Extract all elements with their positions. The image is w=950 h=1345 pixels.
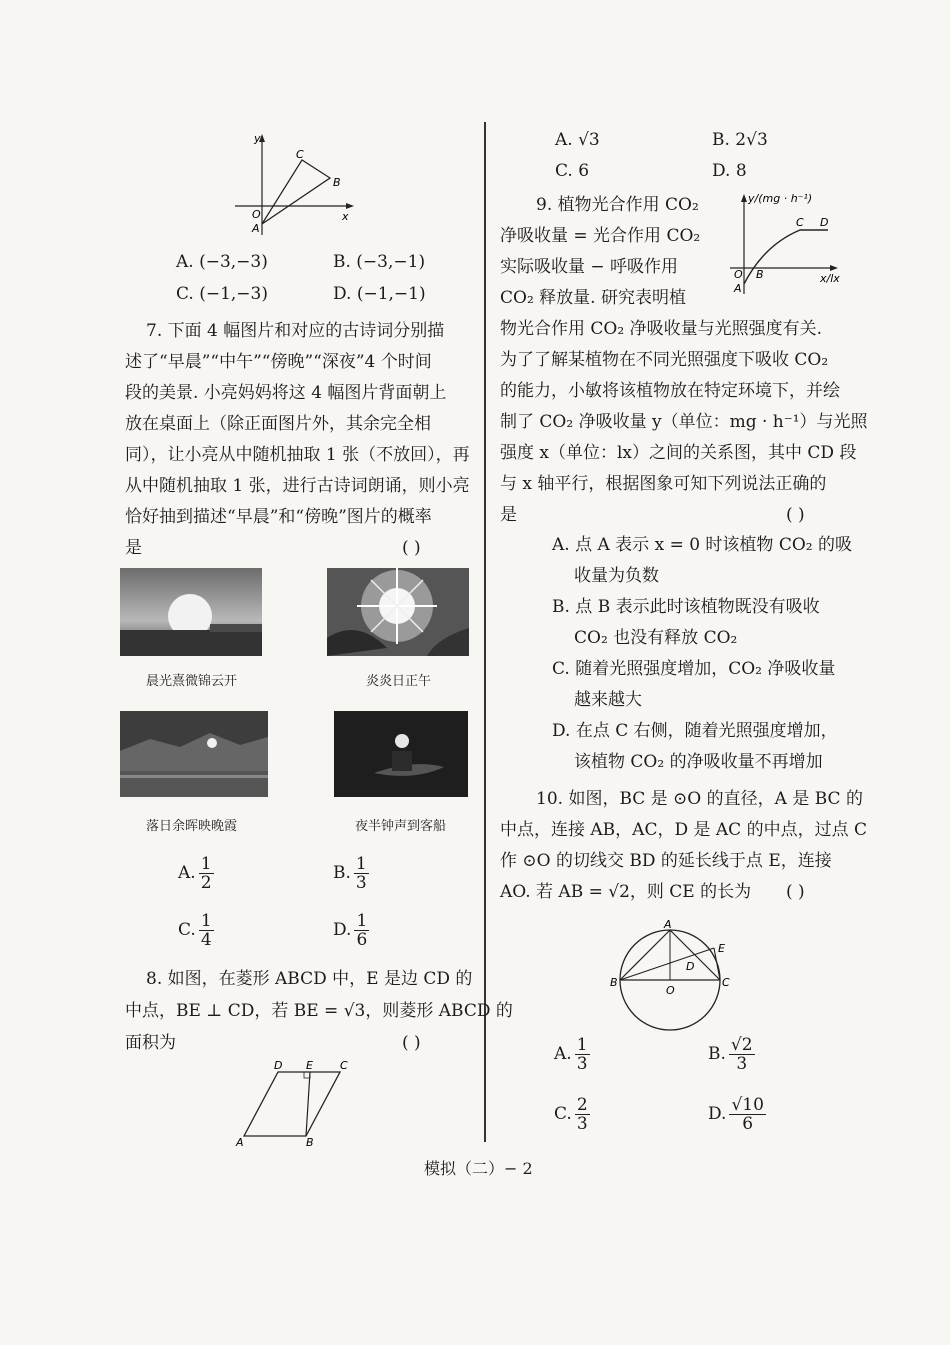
q8-fig-e: E: [306, 1059, 313, 1072]
q9-line-2: 净吸收量 = 光合作用 CO₂: [500, 226, 701, 246]
q9-option-a-line-2: 收量为负数: [574, 566, 659, 586]
q6-fig-x: x: [342, 210, 349, 223]
q10-option-d-fraction: [729, 1096, 765, 1133]
q10-c-num: 2: [576, 1095, 588, 1115]
q7-d-num: 1: [356, 911, 368, 931]
q8-fig-d: D: [274, 1059, 283, 1072]
q9-fig-a: A: [734, 282, 742, 295]
q7-option-c-label: C.: [178, 920, 196, 940]
q8-fig-a: A: [236, 1136, 244, 1149]
q9-option-c-line-2: 越来越大: [574, 690, 642, 710]
photo-evening: [120, 711, 268, 797]
q7-a-den: 2: [200, 873, 212, 893]
q7-line-1: 7. 下面 4 幅图片和对应的古诗词分别描: [146, 321, 445, 341]
q7-option-b: [333, 855, 372, 892]
q7-b-num: 1: [355, 854, 367, 874]
q10-fig-e: E: [718, 942, 725, 955]
q7-option-b-label: B.: [333, 863, 351, 883]
q6-fig-y: y: [254, 132, 261, 145]
q7-option-b-fraction: [354, 855, 369, 892]
q8-line-2: 中点，BE ⊥ CD，若 BE = √3，则菱形 ABCD 的: [125, 1001, 513, 1021]
q9-line-5: 物光合作用 CO₂ 净吸收量与光照强度有关.: [500, 319, 822, 339]
q10-line-1: 10. 如图，BC 是 ⊙O 的直径，A 是 BC 的: [536, 789, 863, 809]
q10-line-3: 作 ⊙O 的切线交 BD 的延长线于点 E，连接: [500, 851, 832, 871]
q8-line-3: 面积为: [125, 1033, 176, 1053]
q9-line-6: 为了了解某植物在不同光照强度下吸收 CO₂: [500, 350, 829, 370]
q10-fig-b: B: [610, 976, 618, 989]
q9-option-a-line-1: A. 点 A 表示 x = 0 时该植物 CO₂ 的吸: [552, 535, 852, 555]
q7-line-3: 段的美景. 小亮妈妈将这 4 幅图片背面朝上: [125, 383, 447, 403]
q7-c-den: 4: [200, 930, 212, 950]
q7-option-c-fraction: [199, 912, 214, 949]
q7-option-a-label: A.: [178, 863, 196, 883]
caption-night: 夜半钟声到客船: [355, 819, 447, 834]
q7-option-d-label: D.: [333, 920, 352, 940]
q10-option-d-label: D.: [708, 1104, 727, 1124]
q8-answer-paren: ( ): [402, 1033, 421, 1053]
q7-option-d-fraction: [354, 912, 369, 949]
q10-option-a-fraction: [575, 1036, 590, 1073]
q9-fig-o: O: [734, 268, 743, 281]
q8-option-b: B. 2√3: [712, 130, 768, 150]
caption-noon: 炎炎日正午: [366, 674, 432, 689]
q6-fig-b: B: [333, 176, 341, 189]
q10-line-4: AO. 若 AB = √2，则 CE 的长为: [500, 882, 752, 902]
q10-option-c: [554, 1096, 593, 1133]
q9-line-11: 是: [500, 505, 517, 525]
q10-option-b-label: B.: [708, 1044, 726, 1064]
q10-c-den: 3: [576, 1114, 588, 1134]
q10-option-b: [708, 1036, 758, 1073]
q6-fig-o: O: [252, 208, 261, 221]
q7-option-a-fraction: [199, 855, 214, 892]
q7-line-8: 是: [125, 538, 142, 558]
photo-night: [334, 711, 468, 797]
q10-option-c-fraction: [575, 1096, 590, 1133]
q6-option-d: D. (−1,−1): [333, 284, 426, 304]
q8-option-a: A. √3: [555, 130, 600, 150]
q7-answer-paren: ( ): [402, 538, 421, 558]
q9-line-1: 9. 植物光合作用 CO₂: [536, 195, 699, 215]
q7-line-2: 述了“早晨”“中午”“傍晚”“深夜”4 个时间: [125, 352, 432, 372]
q7-option-c: [178, 912, 217, 949]
photo-noon: [327, 568, 469, 656]
q9-option-d-line-2: 该植物 CO₂ 的净吸收量不再增加: [574, 752, 823, 772]
q10-fig-o: O: [666, 984, 675, 997]
q6-fig-a: A: [252, 222, 260, 235]
q9-line-10: 与 x 轴平行，根据图象可知下列说法正确的: [500, 474, 827, 494]
q8-fig-b: B: [306, 1136, 314, 1149]
q9-fig-d: D: [820, 216, 829, 229]
q10-a-den: 3: [576, 1054, 588, 1074]
q10-fig-a: A: [664, 918, 672, 931]
q9-fig-b: B: [756, 268, 764, 281]
photo-morning: [120, 568, 262, 656]
q7-line-4: 放在桌面上（除正面图片外，其余完全相: [125, 414, 431, 434]
q7-option-a: [178, 855, 217, 892]
column-divider: [484, 122, 486, 1142]
q7-a-num: 1: [200, 854, 212, 874]
q9-option-b-line-1: B. 点 B 表示此时该植物既没有吸收: [552, 597, 820, 617]
q8-rhombus-figure: [232, 1056, 362, 1150]
q10-answer-paren: ( ): [786, 882, 805, 902]
q8-line-1: 8. 如图，在菱形 ABCD 中，E 是边 CD 的: [146, 969, 473, 989]
q9-option-c-line-1: C. 随着光照强度增加，CO₂ 净吸收量: [552, 659, 836, 679]
q9-line-4: CO₂ 释放量. 研究表明植: [500, 288, 686, 308]
q9-line-3: 实际吸收量 − 呼吸作用: [500, 257, 679, 277]
q7-c-num: 1: [200, 911, 212, 931]
q10-option-b-fraction: [729, 1036, 755, 1073]
q6-coordinate-figure: [230, 130, 360, 240]
q6-option-c: C. (−1,−3): [176, 284, 268, 304]
q10-option-a: [554, 1036, 593, 1073]
q7-b-den: 3: [355, 873, 367, 893]
q8-option-d: D. 8: [712, 161, 747, 181]
caption-morning: 晨光熹微锦云开: [146, 674, 238, 689]
q8-fig-c: C: [340, 1059, 348, 1072]
q9-line-8: 制了 CO₂ 净吸收量 y（单位：mg · h⁻¹）与光照: [500, 412, 868, 432]
q10-d-num: √10: [731, 1095, 764, 1115]
q9-option-d-line-1: D. 在点 C 右侧，随着光照强度增加，: [552, 721, 838, 741]
q10-line-2: 中点，连接 AB，AC，D 是 AC 的中点，过点 C: [500, 820, 867, 840]
q6-option-a: A. (−3,−3): [176, 252, 268, 272]
q7-line-6: 从中随机抽取 1 张，进行古诗词朗诵，则小亮: [125, 476, 470, 496]
q9-fig-ylabel: y/(mg · h⁻¹): [748, 192, 813, 205]
q9-fig-xlabel: x/lx: [820, 272, 840, 285]
q9-graph-figure: [724, 190, 850, 298]
q9-line-7: 的能力，小敏将该植物放在特定环境下，并绘: [500, 381, 840, 401]
q10-fig-c: C: [722, 976, 730, 989]
q9-answer-paren: ( ): [786, 505, 805, 525]
q10-d-den: 6: [742, 1114, 754, 1134]
caption-evening: 落日余晖映晚霞: [146, 819, 238, 834]
q10-option-d: [708, 1096, 769, 1133]
q10-option-c-label: C.: [554, 1104, 572, 1124]
q9-line-9: 强度 x（单位：lx）之间的关系图，其中 CD 段: [500, 443, 857, 463]
q7-option-d: [333, 912, 372, 949]
q10-b-den: 3: [736, 1054, 748, 1074]
q10-circle-figure: [606, 918, 738, 1034]
q10-a-num: 1: [576, 1035, 588, 1055]
q6-option-b: B. (−3,−1): [333, 252, 426, 272]
page-footer: 模拟（二）− 2: [424, 1159, 533, 1178]
q9-option-b-line-2: CO₂ 也没有释放 CO₂: [574, 628, 738, 648]
q6-fig-c: C: [296, 148, 304, 161]
q7-d-den: 6: [356, 930, 368, 950]
q10-fig-d: D: [686, 960, 695, 973]
q10-b-num: √2: [730, 1035, 753, 1055]
q10-option-a-label: A.: [554, 1044, 572, 1064]
q9-fig-c: C: [796, 216, 804, 229]
q7-line-7: 恰好抽到描述“早晨”和“傍晚”图片的概率: [125, 507, 432, 527]
q8-option-c: C. 6: [555, 161, 590, 181]
q7-line-5: 同），让小亮从中随机抽取 1 张（不放回），再: [125, 445, 470, 465]
